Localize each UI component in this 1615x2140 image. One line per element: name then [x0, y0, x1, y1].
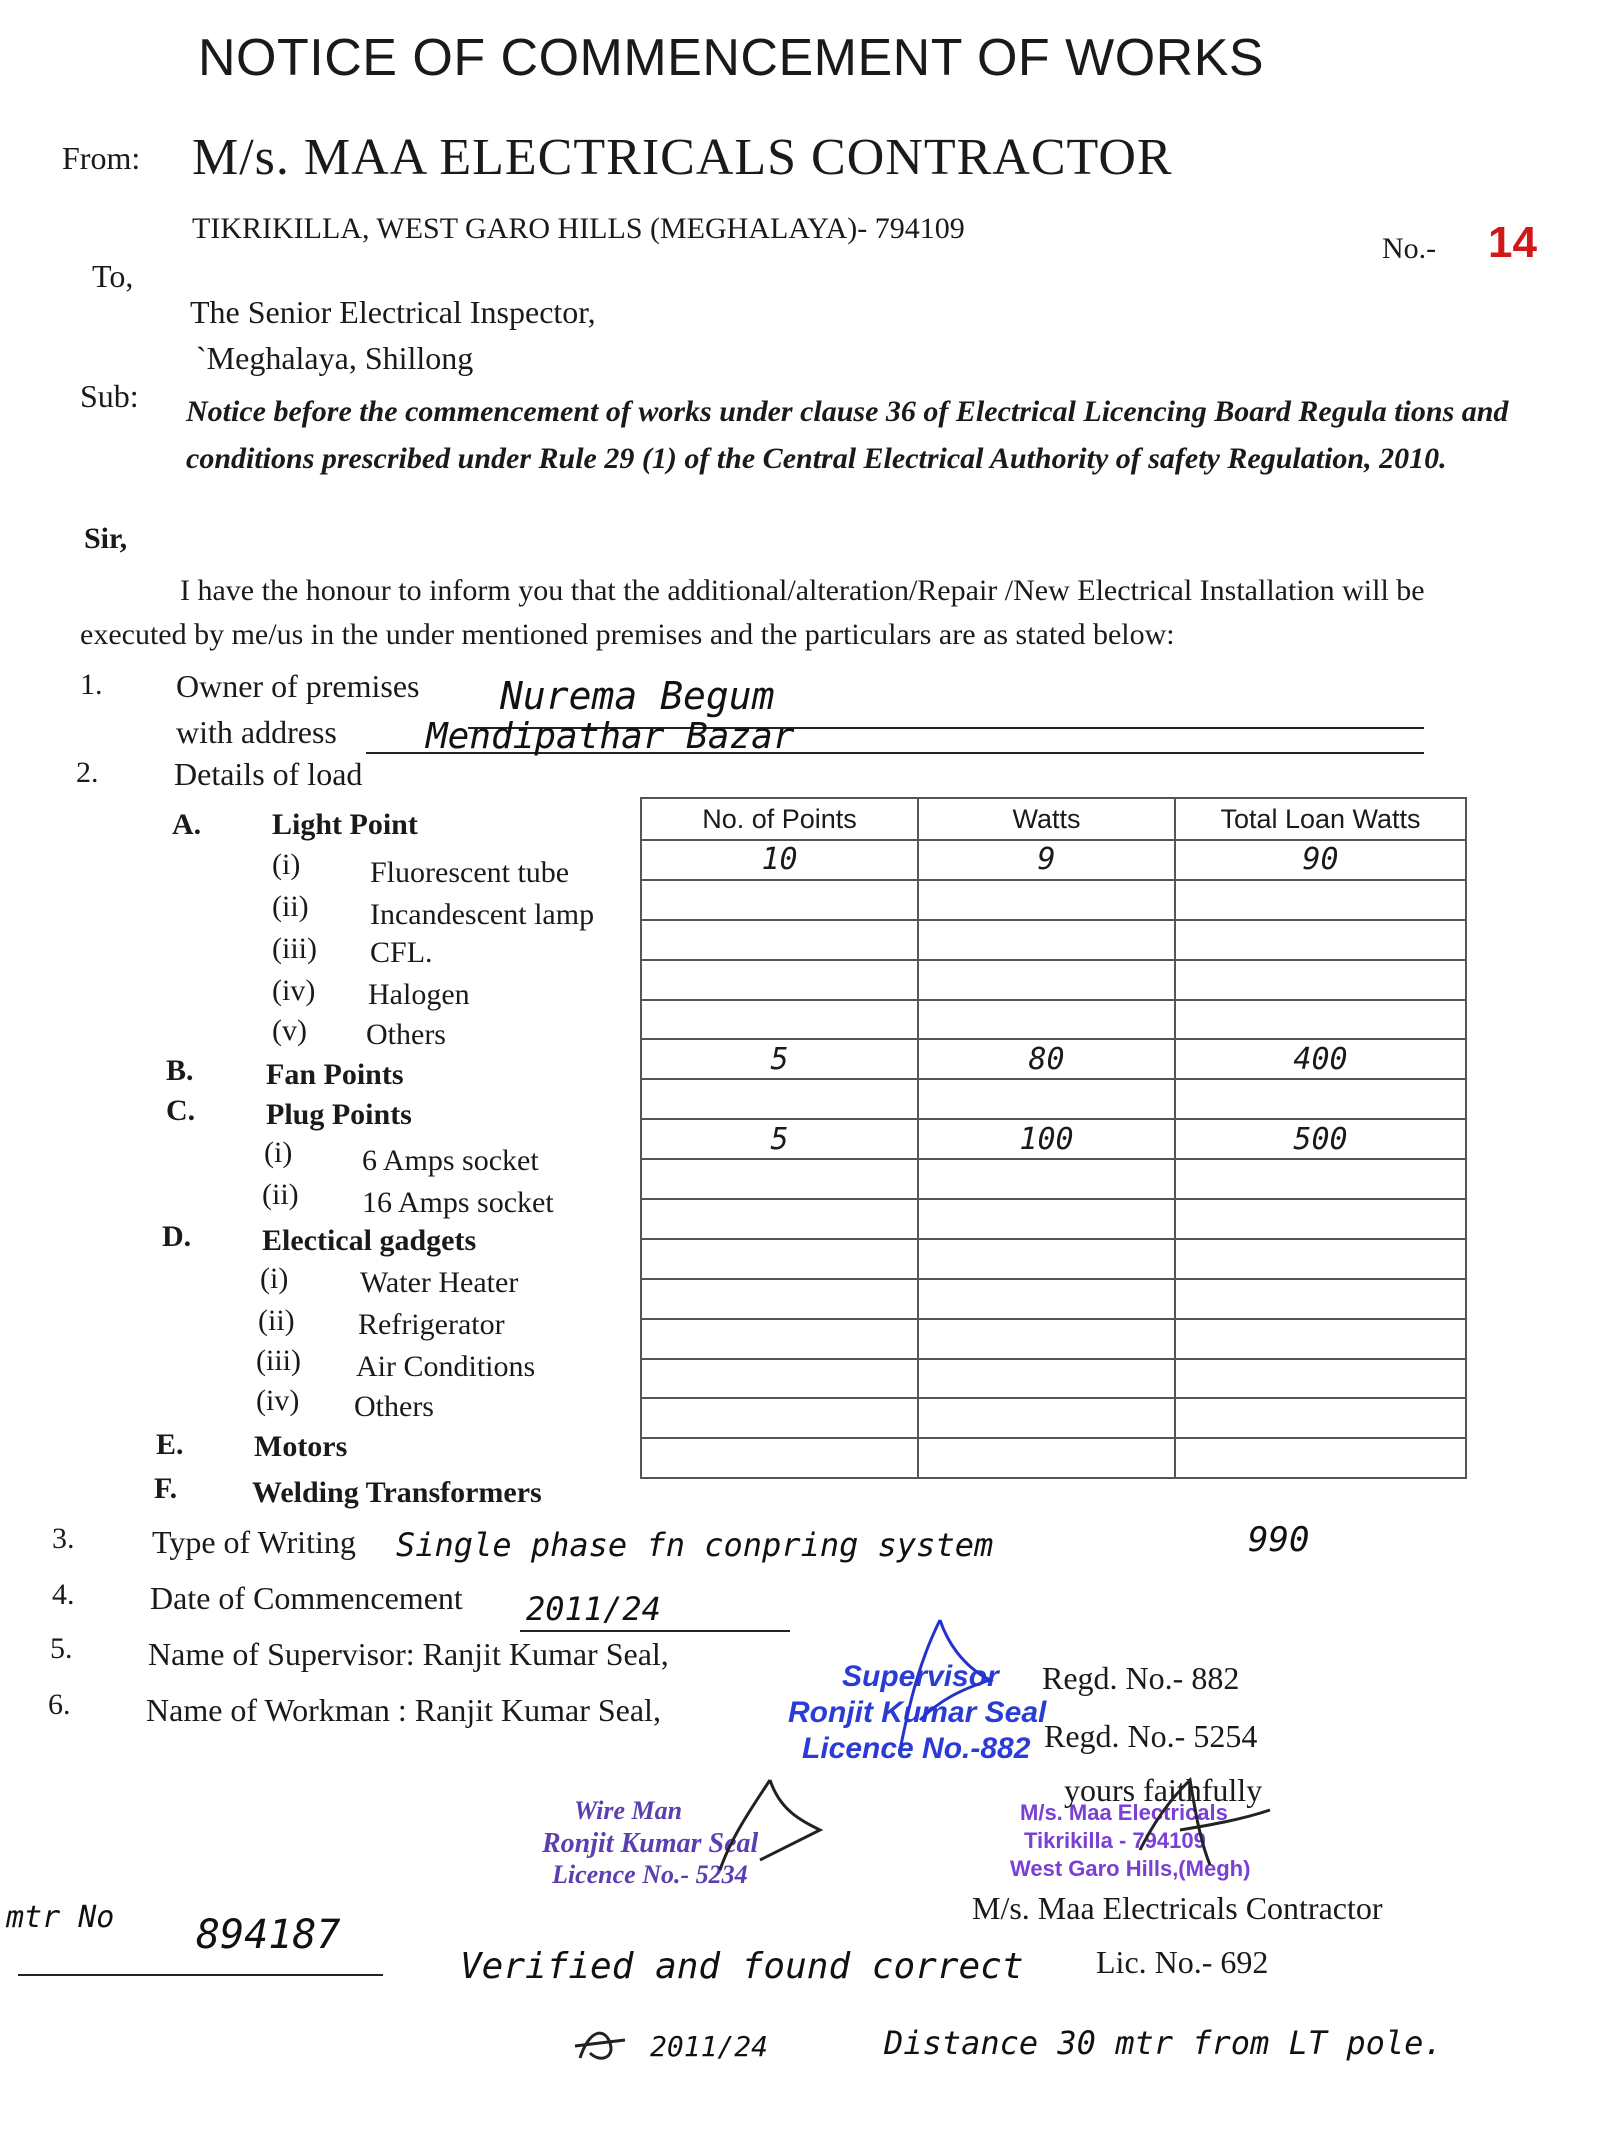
table-row [641, 920, 1466, 960]
header-watts: Watts [918, 798, 1175, 840]
light-item-2-num: (ii) [272, 890, 309, 923]
wireman-stamp-line-3: Licence No.- 5234 [552, 1860, 748, 1889]
load-cell-total: 90 [1175, 840, 1466, 880]
document-title: NOTICE OF COMMENCEMENT OF WORKS [198, 29, 1265, 87]
table-row [641, 1319, 1466, 1359]
category-e-letter: E. [156, 1428, 184, 1461]
plug-item-2-label: 16 Amps socket [362, 1186, 554, 1219]
meter-underline [18, 1974, 383, 1976]
closing-yours-faithfully: yours faithfully [1064, 1772, 1263, 1808]
body-line-1: I have the honour to inform you that the additional/alteration/Repair /New Electrical Installation will be [180, 574, 1425, 607]
load-cell-points [641, 920, 918, 960]
table-row [641, 1119, 1466, 1159]
category-a-label: Light Point [272, 808, 418, 841]
light-item-5-num: (v) [272, 1014, 307, 1047]
type-value: Single phase fn conpring system [396, 1526, 994, 1564]
supervisor-signature [880, 1610, 1010, 1760]
gadget-item-1-label: Water Heater [360, 1266, 519, 1299]
supervisor-label: Name of Supervisor: Ranjit Kumar Seal, [148, 1636, 669, 1672]
table-row [641, 1398, 1466, 1438]
load-cell-total: 500 [1175, 1119, 1466, 1159]
category-c-label: Plug Points [266, 1098, 412, 1131]
supervisor-number: 5. [50, 1632, 73, 1665]
firm-stamp-line-2: Tikrikilla - 794109 [1024, 1828, 1206, 1853]
category-f-letter: F. [154, 1472, 178, 1505]
details-number: 2. [76, 756, 99, 789]
load-cell-total [1175, 1438, 1466, 1478]
date-label: Date of Commencement [150, 1580, 463, 1616]
table-row [641, 840, 1466, 880]
header-no-of-points: No. of Points [641, 798, 918, 840]
gadget-item-4-num: (iv) [256, 1384, 300, 1417]
table-header-row [641, 798, 1466, 840]
type-number: 3. [52, 1522, 75, 1555]
closing-firm-name: M/s. Maa Electricals Contractor [972, 1890, 1383, 1926]
date-number: 4. [52, 1578, 75, 1611]
category-c-letter: C. [166, 1094, 196, 1127]
load-cell-points [641, 1199, 918, 1239]
gadget-item-2-num: (ii) [258, 1304, 295, 1337]
category-b-letter: B. [166, 1054, 194, 1087]
table-row [641, 1438, 1466, 1478]
category-d-letter: D. [162, 1220, 192, 1253]
load-cell-points [641, 1319, 918, 1359]
gadget-item-2-label: Refrigerator [358, 1308, 505, 1341]
gadget-item-3-num: (iii) [256, 1344, 301, 1377]
verified-note: Verified and found correct [460, 1946, 1024, 1987]
to-label: To, [92, 258, 134, 294]
load-cell-points [641, 1398, 918, 1438]
contractor-signature [1120, 1770, 1280, 1880]
owner-value: Nurema Begum [500, 674, 775, 718]
gadget-item-4-label: Others [354, 1390, 434, 1423]
load-cell-points [641, 880, 918, 920]
load-cell-points: 5 [641, 1039, 918, 1079]
table-row [641, 1239, 1466, 1279]
load-cell-points [641, 1359, 918, 1399]
category-a-letter: A. [172, 808, 202, 841]
subject-label: Sub: [80, 378, 139, 414]
light-item-3-label: CFL. [370, 936, 433, 969]
load-cell-total [1175, 920, 1466, 960]
load-cell-watts [918, 1159, 1175, 1199]
category-e-label: Motors [254, 1430, 348, 1463]
address-label: with address [176, 714, 337, 750]
recipient-line-1: The Senior Electrical Inspector, [190, 294, 596, 330]
wireman-stamp-line-2: Ronjit Kumar Seal [542, 1828, 759, 1859]
body-line-2: executed by me/us in the under mentioned premises and the particulars are as stated below: [80, 618, 1175, 651]
contractor-name: M/s. MAA ELECTRICALS CONTRACTOR [192, 129, 1173, 186]
light-item-3-num: (iii) [272, 932, 317, 965]
load-cell-watts [918, 1000, 1175, 1040]
table-row [641, 1000, 1466, 1040]
light-item-1-num: (i) [272, 848, 301, 881]
load-cell-total [1175, 1239, 1466, 1279]
supervisor-stamp-line-1: Supervisor [842, 1660, 999, 1693]
category-f-label: Welding Transformers [252, 1476, 542, 1509]
closing-licence: Lic. No.- 692 [1096, 1944, 1269, 1980]
category-d-label: Electical gadgets [262, 1224, 477, 1257]
load-cell-total [1175, 960, 1466, 1000]
load-cell-watts: 100 [918, 1119, 1175, 1159]
load-cell-watts [918, 1199, 1175, 1239]
table-row [641, 1159, 1466, 1199]
plug-item-2-num: (ii) [262, 1178, 299, 1211]
meter-label: mtr No [6, 1900, 115, 1935]
load-cell-watts: 9 [918, 840, 1175, 880]
serial-number-label: No.- [1382, 232, 1437, 265]
table-row [641, 1359, 1466, 1399]
details-label: Details of load [174, 756, 363, 792]
wireman-stamp-line-1: Wire Man [574, 1796, 683, 1825]
load-cell-total [1175, 1319, 1466, 1359]
load-cell-points [641, 1239, 918, 1279]
table-row [641, 880, 1466, 920]
address-value: Mendipathar Bazar [426, 716, 795, 757]
firm-stamp-line-3: West Garo Hills,(Megh) [1010, 1856, 1251, 1881]
load-cell-total [1175, 1000, 1466, 1040]
load-cell-points [641, 1079, 918, 1119]
recipient-line-2: `Meghalaya, Shillong [196, 340, 474, 376]
supervisor-stamp-line-3: Licence No.-882 [802, 1732, 1031, 1765]
gadget-item-1-num: (i) [260, 1262, 289, 1295]
inspector-initials [570, 2018, 630, 2068]
plug-item-1-label: 6 Amps socket [362, 1144, 539, 1177]
load-cell-watts [918, 880, 1175, 920]
load-cell-total [1175, 1279, 1466, 1319]
workman-number: 6. [48, 1688, 71, 1721]
load-cell-watts [918, 960, 1175, 1000]
table-row [641, 1039, 1466, 1079]
table-row [641, 960, 1466, 1000]
table-row [641, 1199, 1466, 1239]
load-cell-watts [918, 1279, 1175, 1319]
category-b-label: Fan Points [266, 1058, 404, 1091]
date-underline [520, 1630, 790, 1632]
workman-regd: Regd. No.- 5254 [1044, 1718, 1258, 1754]
light-item-5-label: Others [366, 1018, 446, 1051]
supervisor-stamp-line-2: Ronjit Kumar Seal [788, 1696, 1047, 1729]
load-cell-watts [918, 1079, 1175, 1119]
load-cell-watts [918, 1319, 1175, 1359]
load-cell-points: 10 [641, 840, 918, 880]
load-cell-total [1175, 880, 1466, 920]
owner-number: 1. [80, 668, 103, 701]
from-label: From: [62, 140, 141, 176]
load-cell-points: 5 [641, 1119, 918, 1159]
load-cell-points [641, 1000, 918, 1040]
salutation: Sir, [84, 522, 128, 555]
date-value: 2011/24 [526, 1590, 661, 1628]
load-cell-total [1175, 1398, 1466, 1438]
load-cell-total: 400 [1175, 1039, 1466, 1079]
meter-value: 894187 [196, 1912, 341, 1958]
total-watts: 990 [1248, 1520, 1310, 1560]
inspection-date: 2011/24 [650, 2030, 769, 2063]
table-row [641, 1079, 1466, 1119]
wireman-signature [690, 1770, 840, 1880]
load-cell-total [1175, 1359, 1466, 1399]
load-cell-watts [918, 1359, 1175, 1399]
load-table [640, 797, 1467, 1479]
workman-label: Name of Workman : Ranjit Kumar Seal, [146, 1692, 661, 1728]
light-item-4-num: (iv) [272, 974, 316, 1007]
owner-label: Owner of premises [176, 668, 420, 704]
load-cell-points [641, 1279, 918, 1319]
contractor-address: TIKRIKILLA, WEST GARO HILLS (MEGHALAYA)- 794109 [192, 212, 965, 245]
table-row [641, 1279, 1466, 1319]
load-cell-total [1175, 1199, 1466, 1239]
type-label: Type of Writing [152, 1524, 356, 1560]
light-item-4-label: Halogen [368, 978, 470, 1011]
load-cell-total [1175, 1159, 1466, 1199]
plug-item-1-num: (i) [264, 1136, 293, 1169]
load-cell-watts [918, 1398, 1175, 1438]
header-total-watts: Total Loan Watts [1175, 798, 1466, 840]
load-cell-points [641, 960, 918, 1000]
load-cell-points [641, 1159, 918, 1199]
subject-text: Notice before the commencement of works under clause 36 of Electrical Licencing Board Regula tions and conditions prescribed under Rule 29 (1) of the Central Electrical Authority of safety Regulation, 2010. [186, 395, 1509, 475]
firm-stamp-line-1: M/s. Maa Electricals [1020, 1800, 1228, 1825]
light-item-1-label: Fluorescent tube [370, 856, 570, 889]
light-item-2-label: Incandescent lamp [370, 898, 595, 931]
load-cell-watts: 80 [918, 1039, 1175, 1079]
supervisor-regd: Regd. No.- 882 [1042, 1660, 1240, 1696]
serial-number-value: 14 [1488, 218, 1537, 267]
load-cell-watts [918, 920, 1175, 960]
load-cell-watts [918, 1239, 1175, 1279]
load-cell-points [641, 1438, 918, 1478]
distance-remark: Distance 30 mtr from LT pole. [884, 2024, 1443, 2062]
gadget-item-3-label: Air Conditions [356, 1350, 536, 1383]
load-cell-watts [918, 1438, 1175, 1478]
load-cell-total [1175, 1079, 1466, 1119]
